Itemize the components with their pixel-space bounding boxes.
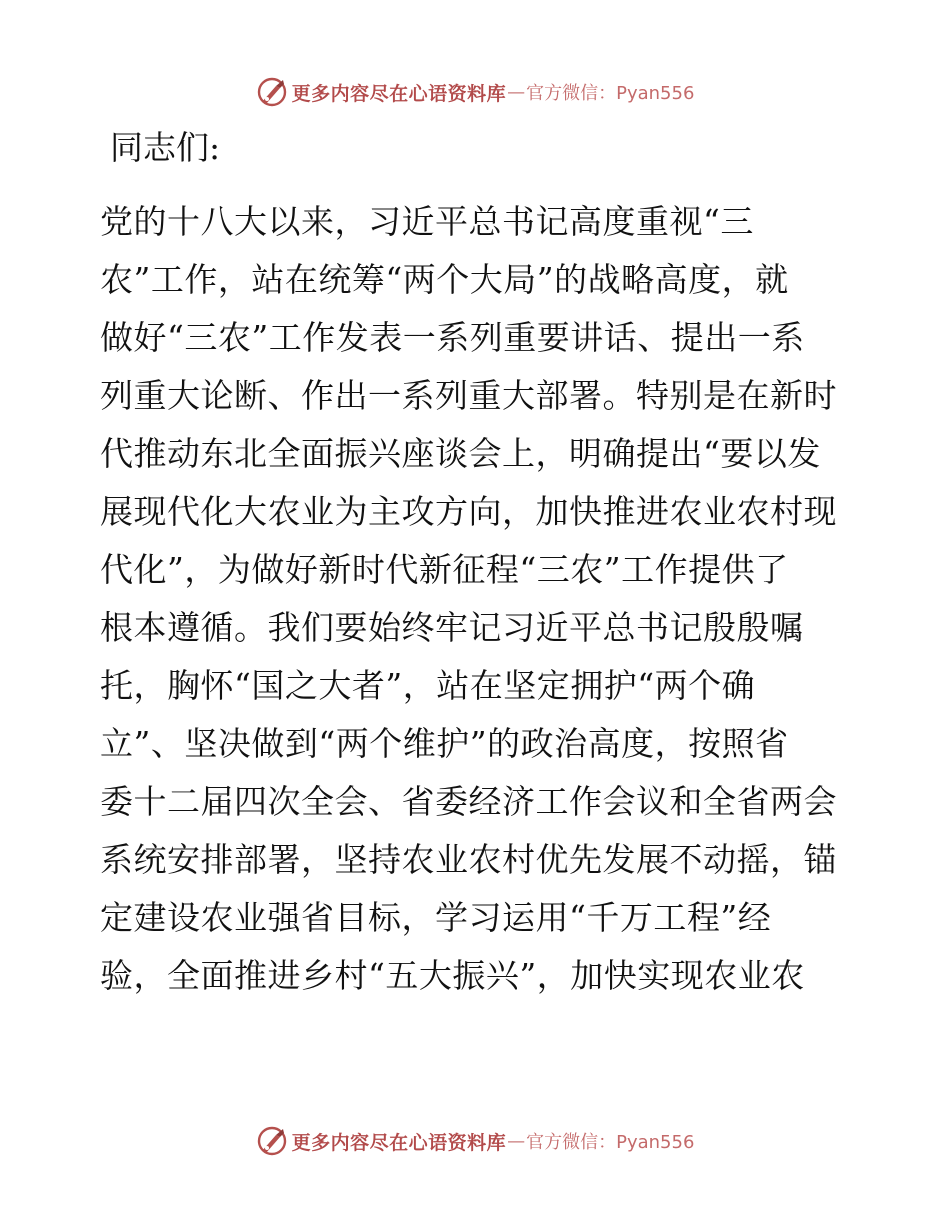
text-line: 系统安排部署，坚持农业农村优先发展不动摇，锚 (100, 840, 837, 879)
salutation: 同志们: (110, 128, 221, 167)
text-line: 托，胸怀“国之大者”，站在坚定拥护“两个确 (100, 666, 756, 705)
text-line: 做好“三农”工作发表一系列重要讲话、提出一系 (100, 318, 805, 357)
banner-dash: — (507, 1130, 526, 1152)
footer-watermark-banner (0, 1121, 950, 1161)
text-line: 代推动东北全面振兴座谈会上，明确提出“要以发 (100, 434, 821, 473)
pen-logo-icon (256, 1125, 288, 1157)
text-line: 展现代化大农业为主攻方向，加快推进农业农村现 (100, 492, 837, 531)
text-line: 立”、坚决做到“两个维护”的政治高度，按照省 (100, 724, 789, 763)
text-line: 列重大论断、作出一系列重大部署。特别是在新时 (100, 376, 837, 415)
body-paragraph (100, 193, 860, 1005)
banner-title: 更多内容尽在心语资料库 (291, 1131, 507, 1154)
text-line: 根本遵循。我们要始终牢记习近平总书记殷殷嘱 (100, 608, 804, 647)
text-line: 代化”，为做好新时代新征程“三农”工作提供了 (100, 550, 789, 589)
text-line: 农”工作，站在统筹“两个大局”的战略高度，就 (100, 260, 789, 299)
header-watermark-banner (0, 72, 950, 112)
banner-wechat: 官方微信：Pyan556 (526, 1132, 695, 1153)
text-line: 定建设农业强省目标，学习运用“千万工程”经 (100, 898, 772, 937)
text-line: 验，全面推进乡村“五大振兴”，加快实现农业农 (100, 956, 805, 995)
banner-wechat: 官方微信：Pyan556 (526, 83, 695, 104)
pen-logo-icon (256, 76, 288, 108)
banner-dash: — (507, 81, 526, 103)
banner-title: 更多内容尽在心语资料库 (291, 82, 507, 105)
text-line: 党的十八大以来，习近平总书记高度重视“三 (100, 202, 754, 241)
text-line: 委十二届四次全会、省委经济工作会议和全省两会 (100, 782, 837, 821)
